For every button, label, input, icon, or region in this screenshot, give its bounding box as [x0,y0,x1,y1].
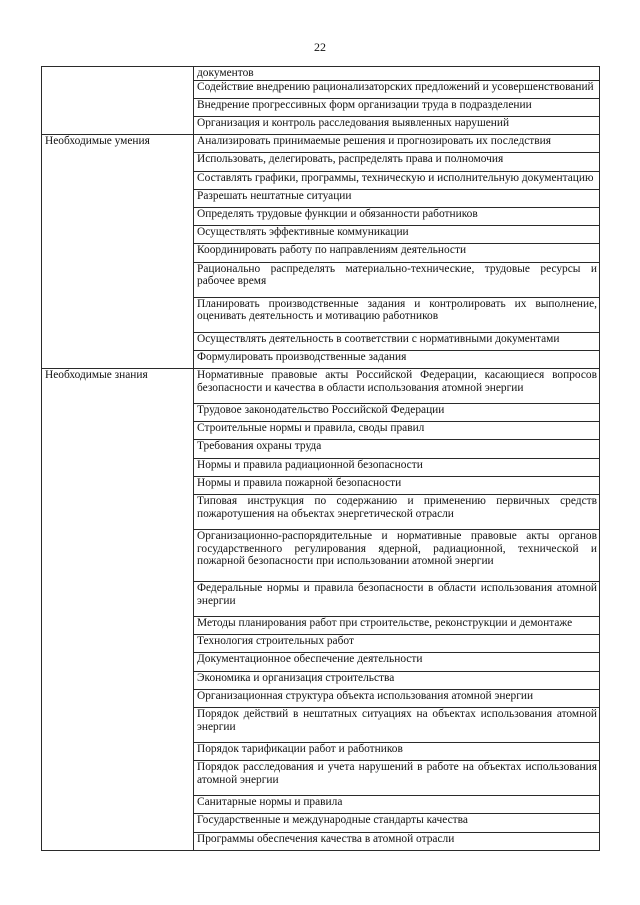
table-row [42,67,600,81]
requirement-item: Использовать, делегировать, распределять права и полномочия [194,153,600,171]
requirement-item: Порядок тарификации работ и работников [194,743,600,761]
requirement-item: Осуществлять деятельность в соответствии с нормативными документами [194,332,600,350]
requirement-item: Документационное обеспечение деятельности [194,653,600,671]
requirement-item: Разрешать нештатные ситуации [194,189,600,207]
requirement-item: Санитарные нормы и правила [194,796,600,814]
requirement-item: Анализировать принимаемые решения и прогнозировать их последствия [194,135,600,153]
requirement-item: Трудовое законодательство Российской Федерации [194,404,600,422]
requirement-item: Нормативные правовые акты Российской Федерации, касающиеся вопросов безопасности и качества в области использования атомной энергии [194,369,600,404]
requirement-item: Требования охраны труда [194,440,600,458]
requirement-item: Составлять графики, программы, техническую и исполнительную документацию [194,171,600,189]
requirement-item: Нормы и правила радиационной безопасности [194,458,600,476]
requirement-item: Содействие внедрению рационализаторских предложений и усовершенствований [194,80,600,98]
requirement-item: Федеральные нормы и правила безопасности в области использования атомной энергии [194,581,600,616]
requirement-item: Координировать работу по направлениям деятельности [194,244,600,262]
requirement-item: Организационно-распорядительные и нормативные правовые акты органов государственного регулирования ядерной, радиационной, технической и пожарной безопасности при использовании атомной энергии [194,530,600,582]
requirement-item: Планировать производственные задания и контролировать их выполнение, оценивать деятельность и мотивацию работников [194,297,600,332]
requirement-item: Организационная структура объекта использования атомной энергии [194,689,600,707]
requirement-item: Формулировать производственные задания [194,350,600,368]
requirement-item: Технология строительных работ [194,635,600,653]
requirement-item: Строительные нормы и правила, своды правил [194,422,600,440]
requirement-item: документов [194,67,600,81]
requirement-item: Порядок действий в нештатных ситуациях на объектах использования атомной энергии [194,707,600,742]
requirement-item: Порядок расследования и учета нарушений в работе на объектах использования атомной энергии [194,761,600,796]
table-row [42,369,600,404]
requirements-table [41,66,600,851]
requirement-item: Рационально распределять материально-технические, трудовые ресурсы и рабочее время [194,262,600,297]
requirement-item: Экономика и организация строительства [194,671,600,689]
requirement-item: Нормы и правила пожарной безопасности [194,476,600,494]
requirement-item: Государственные и международные стандарты качества [194,814,600,832]
requirement-item: Организация и контроль расследования выявленных нарушений [194,117,600,135]
requirement-item: Программы обеспечения качества в атомной отрасли [194,832,600,850]
table-row [42,135,600,153]
section-label-empty [42,67,194,135]
requirement-item: Внедрение прогрессивных форм организации труда в подразделении [194,98,600,116]
requirement-item: Определять трудовые функции и обязанности работников [194,208,600,226]
requirement-item: Методы планирования работ при строительстве, реконструкции и демонтаже [194,617,600,635]
requirement-item: Типовая инструкция по содержанию и применению первичных средств пожаротушения на объектах энергетической отрасли [194,495,600,530]
section-label: Необходимые знания [42,369,194,851]
requirement-item: Осуществлять эффективные коммуникации [194,226,600,244]
page-number: 22 [314,40,326,54]
section-label: Необходимые умения [42,135,194,369]
